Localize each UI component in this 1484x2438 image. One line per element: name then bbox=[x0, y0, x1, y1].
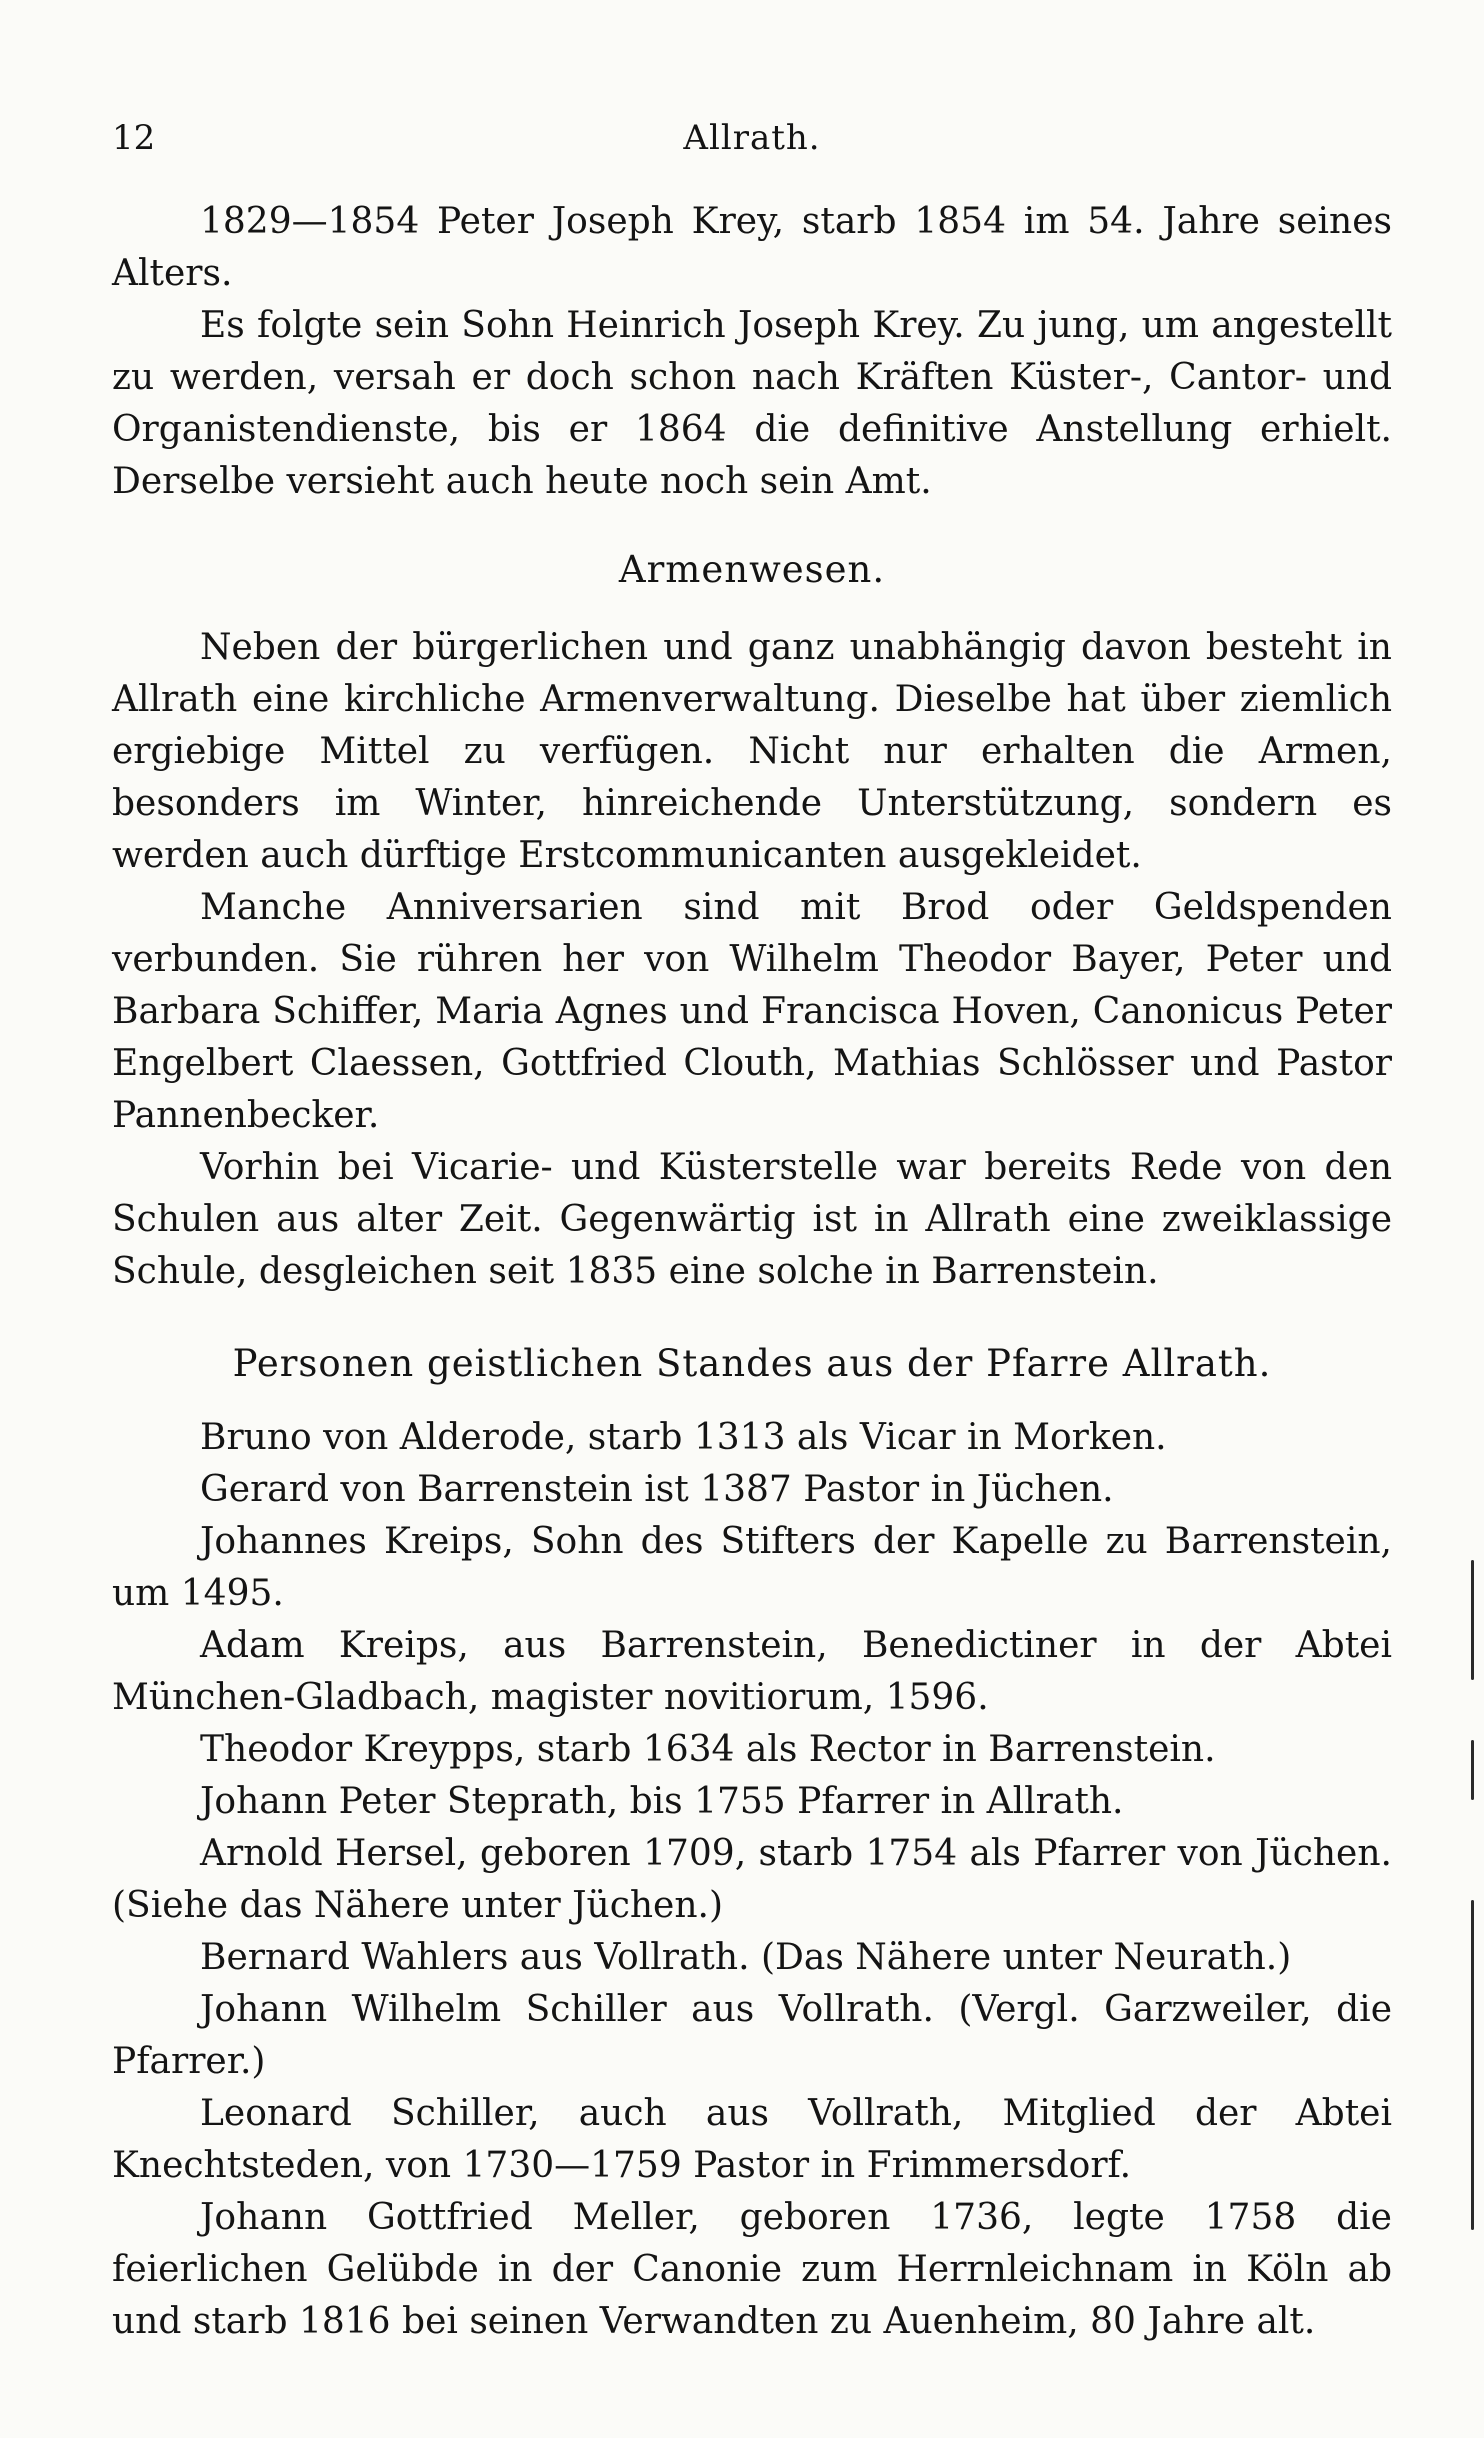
person-entry: Bruno von Alderode, starb 1313 als Vicar in Morken. bbox=[200, 1417, 1167, 1458]
page-header bbox=[112, 118, 1392, 188]
person-entry: Theodor Kreypps, starb 1634 als Rector in Barrenstein. bbox=[200, 1729, 1216, 1770]
person-entry: Johann Wilhelm Schiller aus Vollrath. (Vergl. Garzweiler, die Pfarrer.) bbox=[112, 1989, 1392, 2082]
armenwesen-paragraph-3: Vorhin bei Vicarie- und Küsterstelle war bereits Rede von den Schulen aus alter Zeit. Gegenwärtig ist in Allrath eine zweiklassige Schule, desgleichen seit 1835 eine solche in Barrenstein. bbox=[112, 1147, 1392, 1292]
armenwesen-paragraph-1: Neben der bürgerlichen und ganz unabhängig davon besteht in Allrath eine kirchliche Armenverwaltung. Dieselbe hat über ziemlich ergiebige Mittel zu verfügen. Nicht nur erhalten die Armen, besonders im Winter, hinreichende Unterstützung, sondern es werden auch dürftige Erstcommunicanten ausgekleidet. bbox=[112, 627, 1392, 876]
page-number: 12 bbox=[112, 118, 156, 158]
person-entry: Gerard von Barrenstein ist 1387 Pastor in Jüchen. bbox=[200, 1469, 1114, 1510]
margin-mark bbox=[1471, 1740, 1474, 1800]
section-heading-personen: Personen geistlichen Standes aus der Pfarre Allrath. bbox=[232, 1342, 1272, 1385]
person-entry: Leonard Schiller, auch aus Vollrath, Mitglied der Abtei Knechtsteden, von 1730—1759 Pastor in Frimmersdorf. bbox=[112, 2093, 1392, 2186]
book-page bbox=[112, 118, 1392, 2348]
intro-paragraph-1: 1829—1854 Peter Joseph Krey, starb 1854 im 54. Jahre seines Alters. bbox=[112, 201, 1392, 294]
person-entry: Johann Peter Steprath, bis 1755 Pfarrer in Allrath. bbox=[200, 1781, 1124, 1822]
margin-mark bbox=[1471, 1900, 1474, 2230]
person-entry: Bernard Wahlers aus Vollrath. (Das Nähere unter Neurath.) bbox=[200, 1937, 1292, 1978]
person-entry: Arnold Hersel, geboren 1709, starb 1754 als Pfarrer von Jüchen. (Siehe das Nähere unter Jüchen.) bbox=[112, 1833, 1392, 1926]
person-entry: Adam Kreips, aus Barrenstein, Benedictiner in der Abtei München-Gladbach, magister novitiorum, 1596. bbox=[112, 1625, 1392, 1718]
margin-mark bbox=[1471, 1560, 1474, 1680]
armenwesen-paragraph-2: Manche Anniversarien sind mit Brod oder Geldspenden verbunden. Sie rühren her von Wilhelm Theodor Bayer, Peter und Barbara Schiffer, Maria Agnes und Francisca Hoven, Canonicus Peter Engelbert Claessen, Gottfried Clouth, Mathias Schlösser und Pastor Pannenbecker. bbox=[112, 887, 1392, 1136]
person-entry: Johann Gottfried Meller, geboren 1736, legte 1758 die feierlichen Gelübde in der Canonie zum Herrnleichnam in Köln ab und starb 1816 bei seinen Verwandten zu Auenheim, 80 Jahre alt. bbox=[112, 2197, 1392, 2342]
person-entry: Johannes Kreips, Sohn des Stifters der Kapelle zu Barrenstein, um 1495. bbox=[112, 1521, 1392, 1614]
running-title: Allrath. bbox=[683, 118, 821, 158]
intro-paragraph-2: Es folgte sein Sohn Heinrich Joseph Krey. Zu jung, um angestellt zu werden, versah er doch schon nach Kräften Küster-, Cantor- und Organistendienste, bis er 1864 die definitive Anstellung erhielt. Derselbe versieht auch heute noch sein Amt. bbox=[112, 305, 1392, 502]
section-heading-armenwesen: Armenwesen. bbox=[618, 548, 886, 591]
